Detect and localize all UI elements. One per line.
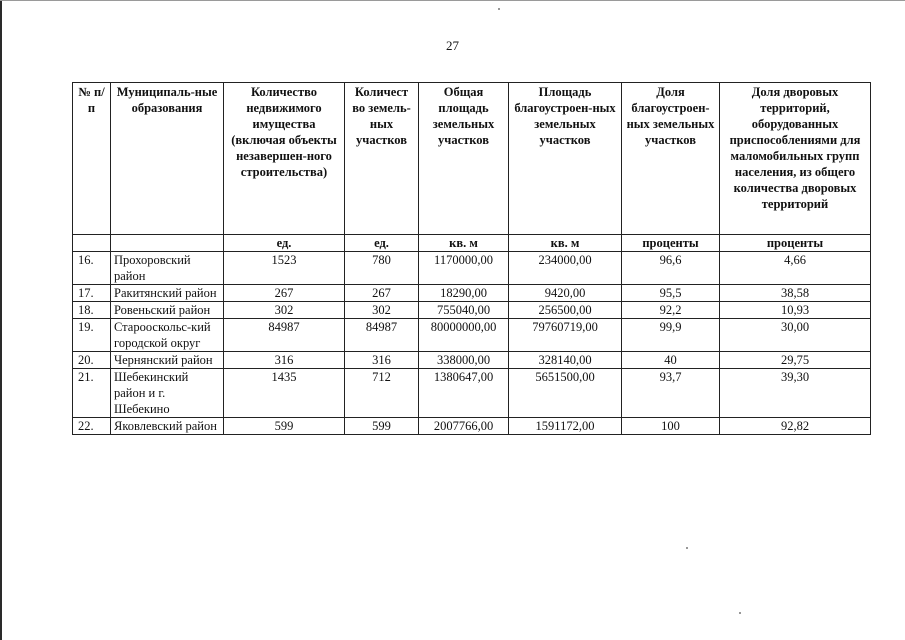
municipality-name: Ровеньский район bbox=[111, 302, 224, 319]
property-count: 1435 bbox=[224, 369, 345, 418]
total-area: 338000,00 bbox=[419, 352, 509, 369]
property-count: 84987 bbox=[224, 319, 345, 352]
header-cell: № п/п bbox=[73, 83, 111, 235]
yard-share: 38,58 bbox=[720, 285, 871, 302]
table-row bbox=[73, 352, 871, 369]
yard-share: 29,75 bbox=[720, 352, 871, 369]
scan-speck bbox=[686, 547, 688, 549]
header-cell: Муниципаль-ные образования bbox=[111, 83, 224, 235]
property-count: 1523 bbox=[224, 252, 345, 285]
improved-share: 93,7 bbox=[622, 369, 720, 418]
municipality-name: Яковлевский район bbox=[111, 418, 224, 435]
yard-share: 30,00 bbox=[720, 319, 871, 352]
scan-speck bbox=[739, 612, 741, 614]
row-number: 21. bbox=[73, 369, 111, 418]
municipality-name: Прохоровский район bbox=[111, 252, 224, 285]
header-cell: Количест во земель-ных участков bbox=[345, 83, 419, 235]
table-row bbox=[73, 302, 871, 319]
row-number: 20. bbox=[73, 352, 111, 369]
plots-count: 599 bbox=[345, 418, 419, 435]
table-row bbox=[73, 252, 871, 285]
page-number: 27 bbox=[446, 38, 459, 53]
units-cell: ед. bbox=[345, 235, 419, 252]
row-number: 19. bbox=[73, 319, 111, 352]
total-area: 80000000,00 bbox=[419, 319, 509, 352]
row-number: 18. bbox=[73, 302, 111, 319]
improved-area: 1591172,00 bbox=[509, 418, 622, 435]
plots-count: 267 bbox=[345, 285, 419, 302]
table-row bbox=[73, 285, 871, 302]
row-number: 22. bbox=[73, 418, 111, 435]
units-cell: ед. bbox=[224, 235, 345, 252]
units-cell: кв. м bbox=[509, 235, 622, 252]
units-cell-empty bbox=[111, 235, 224, 252]
header-cell: Доля дворовых территорий, оборудованных приспособлениями для маломобильных групп населения, из общего количества дворовых территорий bbox=[720, 83, 871, 235]
units-cell: кв. м bbox=[419, 235, 509, 252]
improved-area: 256500,00 bbox=[509, 302, 622, 319]
improved-area: 234000,00 bbox=[509, 252, 622, 285]
property-count: 316 bbox=[224, 352, 345, 369]
total-area: 1170000,00 bbox=[419, 252, 509, 285]
improved-share: 99,9 bbox=[622, 319, 720, 352]
plots-count: 316 bbox=[345, 352, 419, 369]
header-row bbox=[73, 83, 871, 235]
improved-area: 9420,00 bbox=[509, 285, 622, 302]
improved-share: 100 bbox=[622, 418, 720, 435]
improved-share: 40 bbox=[622, 352, 720, 369]
plots-count: 84987 bbox=[345, 319, 419, 352]
yard-share: 10,93 bbox=[720, 302, 871, 319]
improved-area: 328140,00 bbox=[509, 352, 622, 369]
plots-count: 780 bbox=[345, 252, 419, 285]
improved-share: 95,5 bbox=[622, 285, 720, 302]
total-area: 1380647,00 bbox=[419, 369, 509, 418]
yard-share: 92,82 bbox=[720, 418, 871, 435]
property-count: 302 bbox=[224, 302, 345, 319]
data-table bbox=[72, 82, 871, 435]
improved-share: 92,2 bbox=[622, 302, 720, 319]
header-cell: Количество недвижимого имущества (включая объекты незавершен-ного строительства) bbox=[224, 83, 345, 235]
table-row bbox=[73, 319, 871, 352]
municipality-name: Шебекинский район и г. Шебекино bbox=[111, 369, 224, 418]
plots-count: 302 bbox=[345, 302, 419, 319]
municipality-name: Чернянский район bbox=[111, 352, 224, 369]
row-number: 17. bbox=[73, 285, 111, 302]
row-number: 16. bbox=[73, 252, 111, 285]
municipality-name: Ракитянский район bbox=[111, 285, 224, 302]
improved-area: 79760719,00 bbox=[509, 319, 622, 352]
scan-edge-top bbox=[0, 0, 905, 1]
scan-speck bbox=[498, 8, 500, 10]
improved-area: 5651500,00 bbox=[509, 369, 622, 418]
total-area: 18290,00 bbox=[419, 285, 509, 302]
property-count: 599 bbox=[224, 418, 345, 435]
header-cell: Доля благоустроен-ных земельных участков bbox=[622, 83, 720, 235]
scan-edge-left bbox=[0, 0, 2, 640]
units-row bbox=[73, 235, 871, 252]
plots-count: 712 bbox=[345, 369, 419, 418]
total-area: 755040,00 bbox=[419, 302, 509, 319]
header-cell: Общая площадь земельных участков bbox=[419, 83, 509, 235]
table-row bbox=[73, 418, 871, 435]
improved-share: 96,6 bbox=[622, 252, 720, 285]
yard-share: 4,66 bbox=[720, 252, 871, 285]
header-cell: Площадь благоустроен-ных земельных участков bbox=[509, 83, 622, 235]
table-row bbox=[73, 369, 871, 418]
units-cell: проценты bbox=[622, 235, 720, 252]
yard-share: 39,30 bbox=[720, 369, 871, 418]
total-area: 2007766,00 bbox=[419, 418, 509, 435]
municipality-name: Старооскольс-кий городской округ bbox=[111, 319, 224, 352]
units-cell: проценты bbox=[720, 235, 871, 252]
property-count: 267 bbox=[224, 285, 345, 302]
units-cell-empty bbox=[73, 235, 111, 252]
